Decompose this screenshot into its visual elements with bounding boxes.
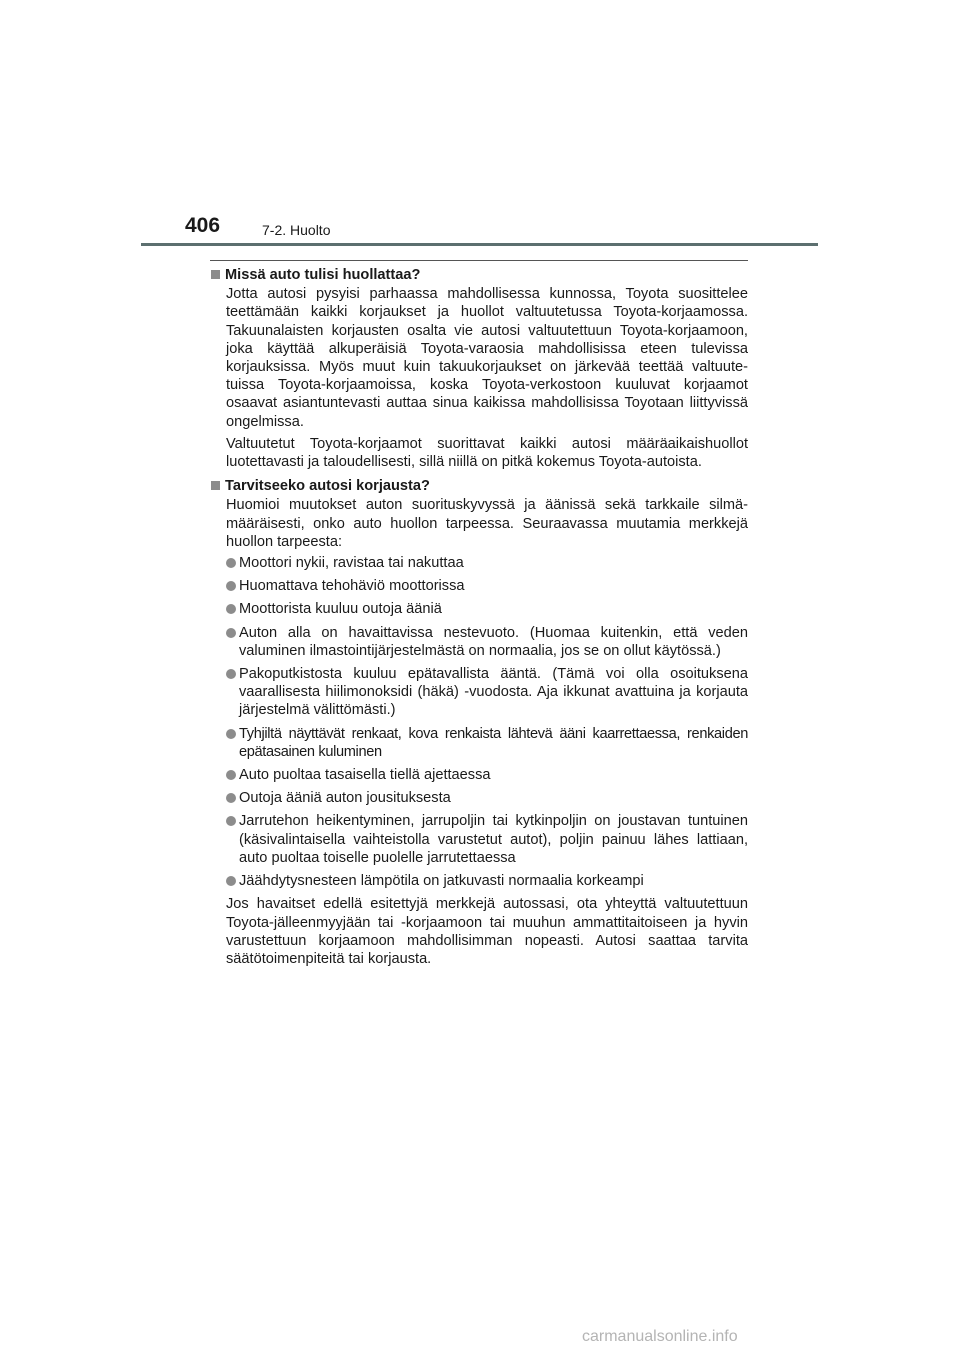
watermark: carmanualsonline.info: [582, 1328, 738, 1345]
section-heading-text: Missä auto tulisi huollattaa?: [225, 267, 421, 283]
list-item: Huomattava tehohäviö moottorissa: [226, 577, 748, 595]
closing-paragraph: Jos havaitset edellä esitettyjä merkkejä autossasi, ota yhteyttä valtuutettuun Toyota-jälleenmyyjään tai -korjaamoon tai muuhun ammattitaitoiseen ja hyvin varustettuun korjaamoon mahdollisimman nopeasti. Autosi saattaa tarvita säätötoimenpiteitä tai korjausta.: [226, 896, 748, 967]
paragraph: Jotta autosi pysyisi parhaassa mahdollisessa kunnossa, Toyota suosittelee teettämään kaikki korjaukset ja huollot valtuutetussa Toyota-korjaamossa. Takuunalaisten korjausten osalta vie autosi valtuutettuun Toyota-korjaamoon, joka käyttää alkuperäisiä Toyota-varaosia mahdollisissa eteen tulevissa korjauksissa. Myös muut kuin takuukorjaukset on järkevää teettää valtuute-tuissa Toyota-korjaamoissa, koska Toyota-verkostoon kuuluvat korjaamot osaavat asiantuntevasti auttaa sinua kaikissa mahdollisissa Toyotaan liittyvissä ongelmissa.: [226, 286, 748, 430]
page-content: [210, 266, 748, 968]
circle-bullet-icon: [226, 604, 236, 614]
list-item: Moottorista kuuluu outoja ääniä: [226, 600, 748, 618]
circle-bullet-icon: [226, 793, 236, 803]
section-label: 7-2. Huolto: [262, 222, 331, 238]
list-item: Pakoputkistosta kuuluu epätavallista ääntä. (Tämä voi olla osoituksena vaarallisesta hiilimonoksidi (häkä) -vuodosta. Aja ikkunat avattuina ja korjauta järjestelmä välittömästi.): [226, 665, 748, 720]
header-rule: [141, 243, 818, 246]
content-rule: [210, 260, 748, 261]
circle-bullet-icon: [226, 729, 236, 739]
list-item: Auton alla on havaittavissa nestevuoto. (Huomaa kuitenkin, että veden valuminen ilmastointijärjestelmästä on normaalia, jos se on ollut käytössä.): [226, 624, 748, 660]
circle-bullet-icon: [226, 770, 236, 780]
circle-bullet-icon: [226, 558, 236, 568]
list-item: Tyhjiltä näyttävät renkaat, kova renkaista lähtevä ääni kaarrettaessa, renkaiden epätasainen kuluminen: [226, 725, 748, 761]
circle-bullet-icon: [226, 876, 236, 886]
square-bullet-icon: [211, 481, 220, 490]
square-bullet-icon: [211, 270, 220, 279]
section-heading-repair: [210, 477, 748, 495]
section-heading-text: Tarvitseeko autosi korjausta?: [225, 478, 430, 495]
list-item: Auto puoltaa tasaisella tiellä ajettaessa: [226, 766, 748, 784]
circle-bullet-icon: [226, 669, 236, 679]
list-item: Moottori nykii, ravistaa tai nakuttaa: [226, 554, 748, 572]
circle-bullet-icon: [226, 628, 236, 638]
list-item: Jarrutehon heikentyminen, jarrupoljin tai kytkinpoljin on joustavan tuntuinen (käsivalintaisella vaihteistolla varustetut autot), poljin painuu lähes lattiaan, auto puoltaa toiselle puolelle jarrutettaessa: [226, 812, 748, 867]
paragraph: Valtuutetut Toyota-korjaamot suorittavat kaikki autosi määräaikaishuollot luotettavasti ja taloudellisesti, sillä niillä on pitkä kokemus Toyota-autoista.: [226, 435, 748, 471]
list-item: Jäähdytysnesteen lämpötila on jatkuvasti normaalia korkeampi: [226, 872, 748, 890]
list-item: Outoja ääniä auton jousituksesta: [226, 789, 748, 807]
circle-bullet-icon: [226, 816, 236, 826]
circle-bullet-icon: [226, 581, 236, 591]
paragraph: Huomioi muutokset auton suorituskyvyssä ja äänissä sekä tarkkaile silmä-määräisesti, onko auto huollon tarpeessa. Seuraavassa muutamia merkkejä huollon tarpeesta:: [226, 497, 748, 550]
section-heading-where: [210, 266, 748, 284]
symptom-list: [226, 554, 748, 890]
page-number: 406: [185, 214, 221, 237]
